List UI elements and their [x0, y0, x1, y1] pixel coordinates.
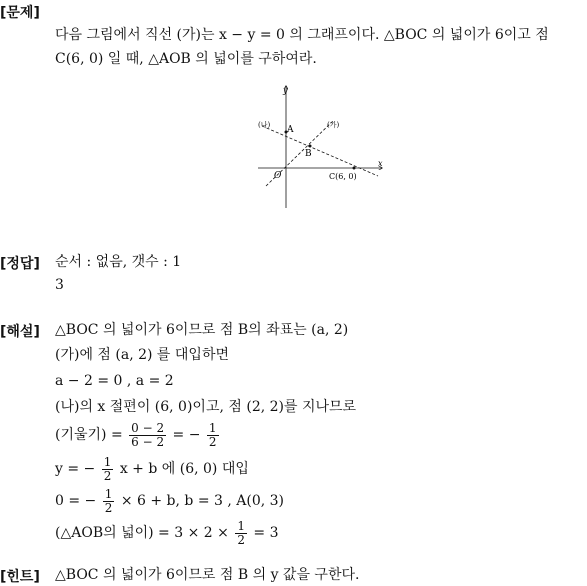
area-numerator: 1 — [237, 518, 245, 533]
eq-rhs: x + b 에 (6, 0) 대입 — [119, 461, 249, 477]
slope-result-numerator: 1 — [208, 420, 217, 435]
problem-line-1: 다음 그림에서 직선 (가)는 x − y = 0 의 그래프이다. △BOC 의 넓이가 6이고 점 — [55, 27, 549, 43]
line-ga-label: (가) — [327, 121, 340, 129]
eq-lhs: y = − — [55, 461, 96, 477]
slope-result-fraction — [207, 422, 219, 449]
sub-fraction — [103, 488, 115, 515]
hint-tag: [힌트] — [0, 569, 40, 585]
solution-line-5 — [55, 418, 221, 452]
answer-tag: [정답] — [0, 256, 40, 272]
problem-line-2: C(6, 0) 일 때, △AOB 의 넓이를 구하여라. — [55, 51, 317, 67]
solution-line-2: (가)에 점 (a, 2) 를 대입하면 — [55, 347, 229, 363]
solution-tag: [해설] — [0, 324, 40, 340]
sub-numerator: 1 — [104, 486, 113, 501]
solution-line-7 — [55, 484, 284, 518]
area-lhs: (△AOB의 넓이) = 3 × 2 × — [55, 525, 229, 541]
solution-line-3: a − 2 = 0 , a = 2 — [55, 373, 174, 389]
area-fraction — [235, 520, 247, 547]
slope-numerator: 0 − 2 — [131, 420, 165, 435]
point-c-label: C(6, 0) — [329, 172, 357, 181]
answer-line-1: 순서 : 없음, 갯수 : 1 — [55, 254, 182, 270]
point-b-label: B — [305, 149, 312, 159]
point-b-dot — [309, 145, 312, 148]
point-c-dot — [353, 167, 356, 170]
sub-rhs: × 6 + b, b = 3 , A(0, 3) — [120, 493, 285, 509]
solution-line-8 — [55, 516, 279, 550]
area-denominator: 2 — [237, 532, 245, 547]
origin-label: O — [274, 171, 282, 181]
y-axis-label: y — [283, 86, 288, 95]
solution-line-1: △BOC 의 넓이가 6이므로 점 B의 좌표는 (a, 2) — [55, 322, 349, 338]
sub-denominator: 2 — [104, 500, 113, 515]
eq-fraction — [102, 456, 114, 483]
sub-lhs: 0 = − — [55, 493, 97, 509]
solution-line-6 — [55, 452, 249, 486]
coordinate-figure — [250, 82, 390, 212]
area-rhs: = 3 — [253, 525, 279, 541]
answer-line-2: 3 — [55, 277, 64, 293]
eq-denominator: 2 — [103, 468, 112, 483]
slope-result-denominator: 2 — [208, 434, 217, 449]
x-axis-label: x — [378, 159, 383, 168]
slope-label: (기울기) = — [55, 427, 123, 443]
point-a-label: A — [287, 125, 294, 135]
slope-denominator: 6 − 2 — [131, 434, 165, 449]
slope-equals: = − — [172, 427, 201, 443]
line-na-label: (나) — [258, 121, 271, 129]
hint-line-1: △BOC 의 넓이가 6이므로 점 B 의 y 값을 구한다. — [55, 567, 360, 583]
slope-fraction — [129, 422, 166, 449]
solution-line-4: (나)의 x 절편이 (6, 0)이고, 점 (2, 2)를 지나므로 — [55, 399, 357, 415]
problem-tag: [문제] — [0, 5, 40, 21]
eq-numerator: 1 — [103, 454, 112, 469]
